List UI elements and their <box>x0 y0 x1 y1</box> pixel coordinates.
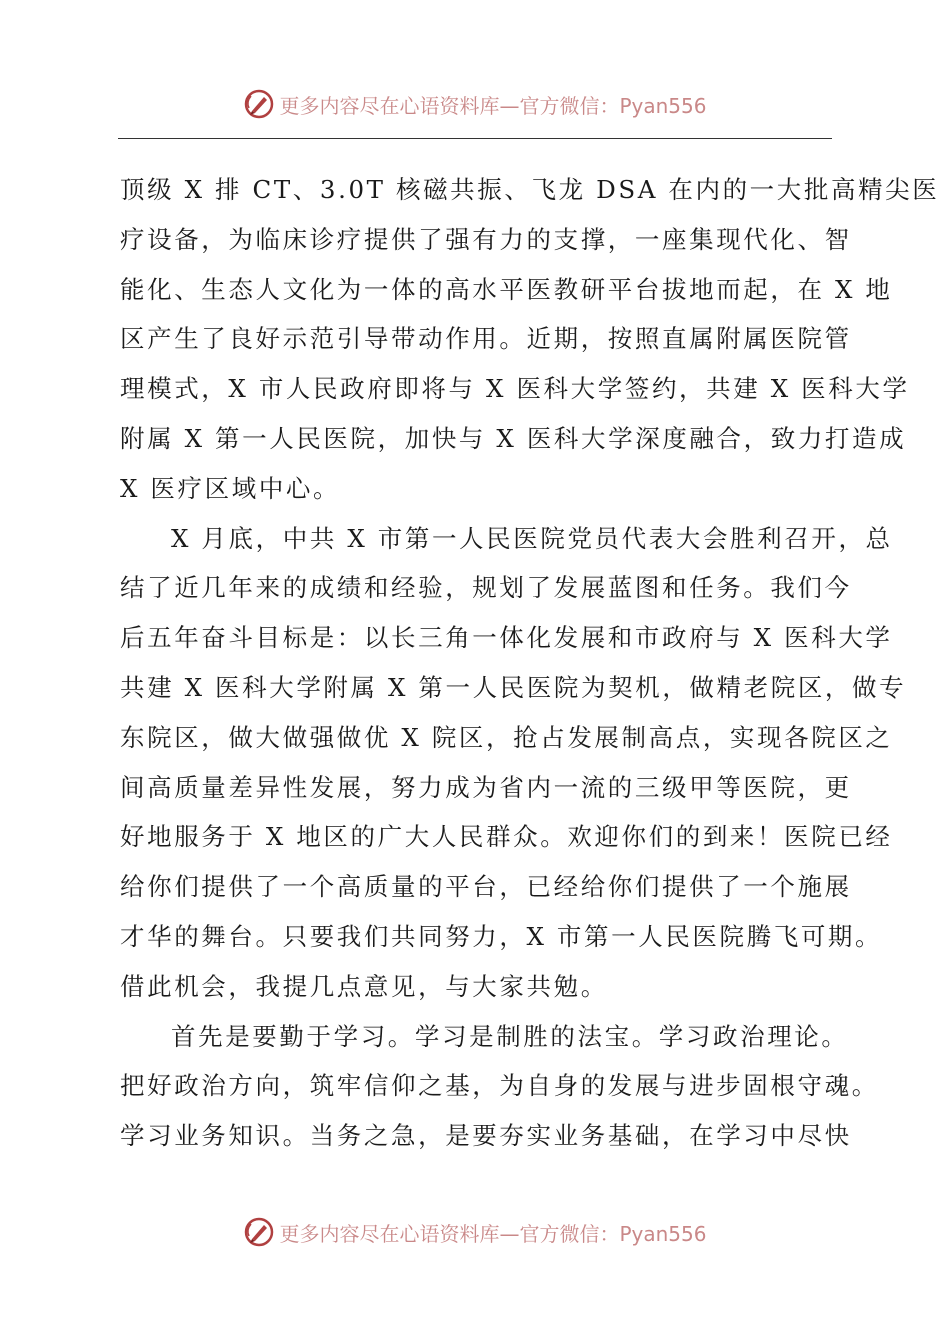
footer-contact-text: —官方微信：Pyan556 <box>499 1221 707 1246</box>
text-line: 首先是要勤于学习。学习是制胜的法宝。学习政治理论。 <box>171 1021 849 1051</box>
text-line: 疗设备，为临床诊疗提供了强有力的支撑，一座集现代化、智 <box>120 224 852 254</box>
text-line: X 医疗区域中心。 <box>120 473 341 503</box>
text-line: 顶级 X 排 CT、3.0T 核磁共振、飞龙 DSA 在内的一大批高精尖医 <box>120 175 940 204</box>
text-line: 才华的舞台。只要我们共同努力，X 市第一人民医院腾飞可期。 <box>120 921 883 951</box>
text-line: 能化、生态人文化为一体的高水平医教研平台拔地而起，在 X 地 <box>120 274 893 304</box>
text-line: 间高质量差异性发展，努力成为省内一流的三级甲等医院，更 <box>120 772 852 802</box>
page-footer <box>0 1212 950 1252</box>
text-line: 区产生了良好示范引导带动作用。近期，按照直属附属医院管 <box>120 324 852 354</box>
text-line: 借此机会，我提几点意见，与大家共勉。 <box>120 971 608 1001</box>
text-line: X 月底，中共 X 市第一人民医院党员代表大会胜利召开，总 <box>171 523 893 553</box>
text-line: 给你们提供了一个高质量的平台，已经给你们提供了一个施展 <box>120 872 852 902</box>
text-line: 共建 X 医科大学附属 X 第一人民医院为契机，做精老院区，做专 <box>120 672 907 702</box>
header-brand-text: 更多内容尽在心语资料库 <box>279 93 500 118</box>
text-line: 把好政治方向，筑牢信仰之基，为自身的发展与进步固根守魂。 <box>120 1071 879 1101</box>
pen-logo-icon <box>243 88 275 120</box>
header-divider <box>118 138 832 139</box>
text-line: 学习业务知识。当务之急，是要夯实业务基础，在学习中尽快 <box>120 1121 852 1151</box>
text-line: 东院区，做大做强做优 X 院区，抢占发展制高点，实现各院区之 <box>120 722 893 752</box>
text-line: 好地服务于 X 地区的广大人民群众。欢迎你们的到来！医院已经 <box>120 822 893 852</box>
text-line: 附属 X 第一人民医院，加快与 X 医科大学深度融合，致力打造成 <box>120 423 907 453</box>
text-line: 理模式，X 市人民政府即将与 X 医科大学签约，共建 X 医科大学 <box>120 374 910 404</box>
footer-brand-text: 更多内容尽在心语资料库 <box>279 1221 500 1246</box>
document-body <box>120 165 940 1161</box>
pen-logo-icon <box>243 1216 275 1248</box>
text-line: 后五年奋斗目标是：以长三角一体化发展和市政府与 X 医科大学 <box>120 623 893 653</box>
text-line: 结了近几年来的成绩和经验，规划了发展蓝图和任务。我们今 <box>120 573 852 603</box>
header-contact-text: —官方微信：Pyan556 <box>499 93 707 118</box>
page-header <box>0 84 950 124</box>
